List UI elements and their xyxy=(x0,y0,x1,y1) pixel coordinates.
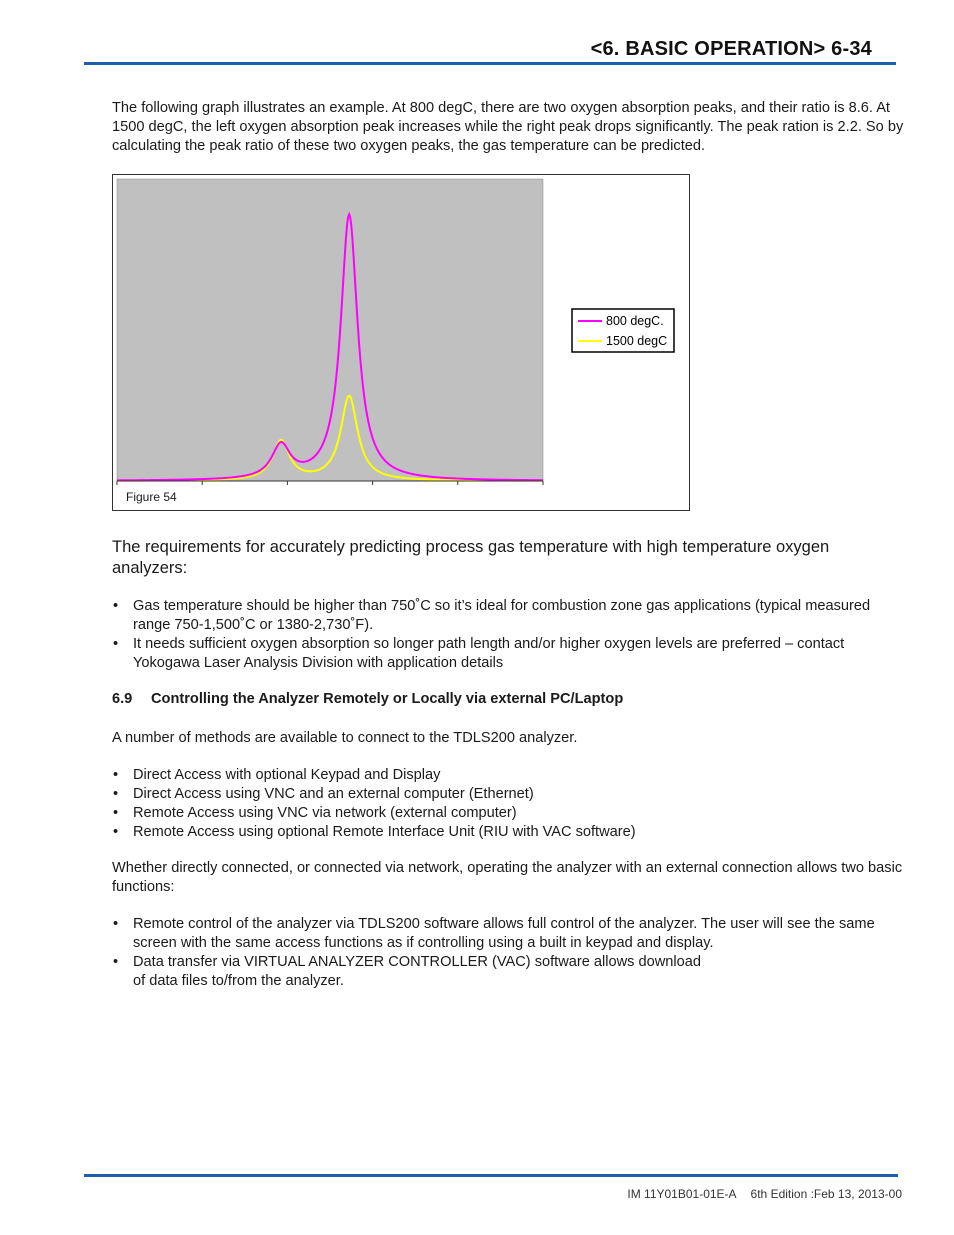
page-header-title: <6. BASIC OPERATION> 6-34 xyxy=(590,38,872,60)
footer-doc-id: IM 11Y01B01-01E-A xyxy=(627,1187,737,1201)
page-footer xyxy=(627,1187,902,1201)
bullet-icon: • xyxy=(113,954,119,970)
figure-54 xyxy=(112,174,690,511)
intro-paragraph: The following graph illustrates an example. At 800 degC, there are two oxygen absorption peaks, and their ratio is 8.6. At 1500 degC, the left oxygen absorption peak increases while the right peak drops significantly. The peak ration is 2.2. So by calculating the peak ratio of these two oxygen peaks, the gas temperature can be predicted. xyxy=(112,100,904,154)
bullet-icon: • xyxy=(113,636,119,652)
plot-area xyxy=(117,179,543,481)
footer-edition: 6th Edition :Feb 13, 2013-00 xyxy=(750,1187,902,1201)
functions-intro: Whether directly connected, or connected via network, operating the analyzer with an external connection allows two basic functions: xyxy=(112,860,903,895)
footer-rule xyxy=(84,1174,898,1177)
list-item: • Direct Access using VNC and an external computer (Ethernet) xyxy=(113,786,534,802)
list-item: • Remote control of the analyzer via TDLS200 software allows full control of the analyzer. The user will see the same screen with the same access functions as if controlling using a built in keypad and display. xyxy=(113,916,875,951)
list-item: • It needs sufficient oxygen absorption so longer path length and/or higher oxygen levels are preferred – contact Yokogawa Laser Analysis Division with application details xyxy=(113,636,845,671)
oxygen-peak-chart xyxy=(113,175,691,512)
section-number: 6.9 xyxy=(112,691,133,707)
methods-intro: A number of methods are available to connect to the TDLS200 analyzer. xyxy=(112,730,578,746)
list-item: • Direct Access with optional Keypad and Display xyxy=(113,767,441,783)
bullet-icon: • xyxy=(113,824,119,840)
header-rule xyxy=(84,62,896,65)
functions-list xyxy=(112,915,904,991)
list-item: • Remote Access using optional Remote Interface Unit (RIU with VAC software) xyxy=(113,824,636,840)
legend-label-1: 1500 degC xyxy=(606,334,668,348)
section-heading xyxy=(112,691,623,707)
bullet-icon: • xyxy=(113,786,119,802)
bullet-icon: • xyxy=(113,916,119,932)
legend-label-0: 800 degC. xyxy=(606,314,664,328)
chart-legend xyxy=(572,309,674,352)
methods-list xyxy=(112,766,904,842)
requirements-list xyxy=(112,597,904,673)
bullet-icon: • xyxy=(113,598,119,614)
figure-caption: Figure 54 xyxy=(126,490,177,504)
list-item: • Data transfer via VIRTUAL ANALYZER CONTROLLER (VAC) software allows download of data files to/from the analyzer. xyxy=(113,954,702,989)
list-item: • Gas temperature should be higher than 750˚C so it’s ideal for combustion zone gas applications (typical measured range 750-1,500˚C or 1380-2,730˚F). xyxy=(113,598,871,633)
list-item: • Remote Access using VNC via network (external computer) xyxy=(113,805,517,821)
bullet-icon: • xyxy=(113,805,119,821)
requirements-intro: The requirements for accurately predicting process gas temperature with high temperature oxygen analyzers: xyxy=(112,538,830,577)
section-title: Controlling the Analyzer Remotely or Locally via external PC/Laptop xyxy=(151,691,624,707)
bullet-icon: • xyxy=(113,767,119,783)
